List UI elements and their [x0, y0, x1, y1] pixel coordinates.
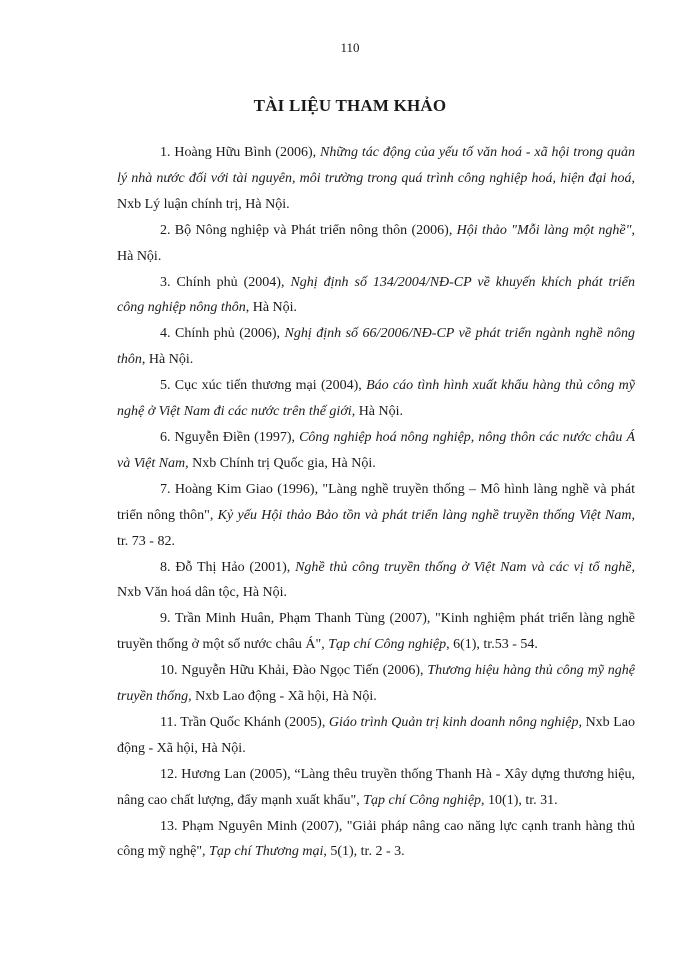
reference-publisher: , Hà Nội.	[351, 404, 404, 420]
reference-work-title: Tạp chí Công nghiệp	[363, 792, 482, 808]
reference-text: 8. Đỗ Thị Hảo (2001),	[160, 559, 296, 575]
reference-work-title: Công nghiệp hoá nông nghiệp, nông thôn các nước châu Á và Việt Nam	[117, 429, 635, 471]
reference-publisher: , Hà Nội.	[117, 222, 635, 264]
page-title: TÀI LIỆU THAM KHẢO	[253, 96, 447, 115]
reference-item-4	[117, 321, 635, 373]
reference-publisher: , 10(1), tr. 31.	[481, 792, 558, 808]
page-number: 110	[340, 40, 360, 55]
reference-text: 1. Hoàng Hữu Bình (2006),	[160, 145, 320, 160]
reference-item-2	[117, 218, 635, 270]
reference-item-3	[117, 270, 635, 322]
reference-publisher: , Hà Nội.	[141, 352, 194, 368]
reference-text: 12. Hương Lan (2005), “Làng thêu truyền thống Thanh Hà - Xây dựng thương hiệu, nâng cao chất lượng, đẩy mạnh xuất khẩu",	[117, 766, 635, 808]
reference-text: 9. Trần Minh Huân, Phạm Thanh Tùng (2007), "Kinh nghiệm phát triển làng nghề truyền thống ở một số nước châu Á",	[117, 611, 635, 653]
reference-work-title: Nghị định số 134/2004/NĐ-CP về khuyến khích phát triển công nghiệp nông thôn	[117, 274, 635, 316]
reference-item-7	[117, 477, 635, 555]
reference-work-title: Nghị định số 66/2006/NĐ-CP về phát triển ngành nghề nông thôn	[117, 326, 635, 368]
reference-item-6	[117, 425, 635, 477]
reference-text: 4. Chính phủ (2006),	[160, 326, 285, 342]
reference-work-title: Tạp chí Công nghiệp	[328, 637, 447, 653]
reference-work-title: Hội thảo "Mỗi làng một nghề"	[456, 222, 632, 238]
reference-work-title: Giáo trình Quản trị kinh doanh nông nghiệp,	[328, 714, 583, 730]
reference-publisher: , 5(1), tr. 2 - 3.	[323, 844, 405, 860]
reference-publisher: , 6(1), tr.53 - 54.	[446, 637, 538, 653]
reference-publisher: Nxb Lao động - Xã hội, Hà Nội.	[117, 714, 635, 756]
reference-work-title: Báo cáo tình hình xuất khẩu hàng thủ công mỹ nghệ ở Việt Nam đi các nước trên thế giới	[117, 378, 635, 420]
reference-item-13	[117, 814, 635, 866]
reference-text: 6. Nguyễn Điền (1997),	[160, 429, 300, 445]
reference-work-title: Nghề thủ công truyền thống ở Việt Nam và các vị tổ nghề,	[295, 559, 635, 575]
reference-text: 10. Nguyễn Hữu Khải, Đào Ngọc Tiến (2006),	[160, 663, 428, 679]
reference-work-title: Thương hiệu hàng thủ công mỹ nghệ truyền thống,	[117, 663, 635, 705]
reference-work-title: Tạp chí Thương mại	[209, 844, 324, 860]
reference-publisher: , Hà Nội.	[245, 300, 298, 316]
reference-item-12	[117, 762, 635, 814]
reference-publisher: , tr. 73 - 82.	[117, 507, 635, 549]
reference-item-9	[117, 606, 635, 658]
reference-work-title: Những tác động của yếu tố văn hoá - xã hội trong quản lý nhà nước đối với tài nguyên, môi trường trong quá trình công nghiệp hoá, hiện đại hoá	[117, 145, 636, 186]
reference-publisher: , Nxb Lý luận chính trị, Hà Nội.	[117, 170, 635, 212]
reference-item-1	[117, 140, 635, 218]
reference-item-10	[117, 658, 635, 710]
reference-text: 13. Phạm Nguyên Minh (2007), "Giải pháp nâng cao năng lực cạnh tranh hàng thủ công mỹ nghệ",	[117, 818, 635, 860]
reference-text: 5. Cục xúc tiến thương mại (2004),	[160, 378, 367, 394]
reference-work-title: Kỷ yếu Hội thảo Bảo tồn và phát triển làng nghề truyền thống Việt Nam	[217, 507, 632, 523]
reference-item-8	[117, 555, 635, 607]
reference-item-11	[117, 710, 635, 762]
reference-text: 7. Hoàng Kim Giao (1996), "Làng nghề truyền thống – Mô hình làng nghề và phát triển nông thôn",	[117, 481, 635, 523]
reference-item-5	[117, 373, 635, 425]
reference-text: 11. Trần Quốc Khánh (2005),	[160, 714, 329, 730]
reference-publisher: Nxb Văn hoá dân tộc, Hà Nội.	[117, 585, 288, 601]
reference-publisher: Nxb Lao động - Xã hội, Hà Nội.	[191, 689, 377, 705]
reference-list	[117, 140, 635, 865]
reference-publisher: , Nxb Chính trị Quốc gia, Hà Nội.	[185, 455, 376, 471]
reference-text: 3. Chính phủ (2004),	[160, 274, 291, 290]
reference-text: 2. Bộ Nông nghiệp và Phát triển nông thôn (2006),	[160, 222, 457, 238]
